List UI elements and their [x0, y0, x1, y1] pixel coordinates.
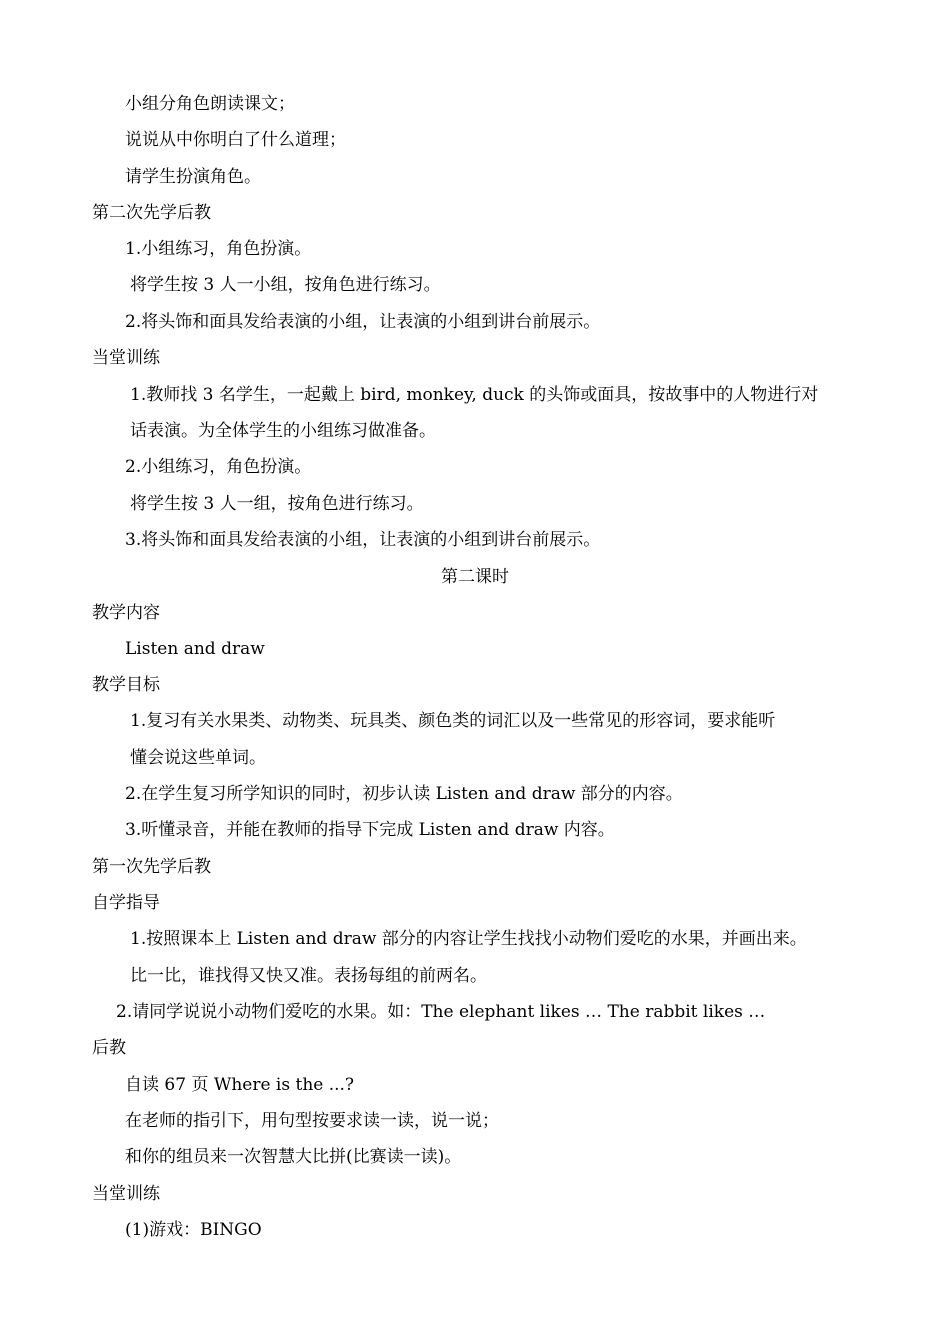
- text-line: 2.将头饰和面具发给表演的小组，让表演的小组到讲台前展示。: [125, 312, 601, 332]
- text-line: 3.将头饰和面具发给表演的小组，让表演的小组到讲台前展示。: [125, 530, 601, 550]
- text-line: 请学生扮演角色。: [125, 167, 261, 187]
- text-line: 1.教师找 3 名学生，一起戴上 bird, monkey, duck 的头饰或面具，按故事中的人物进行对: [130, 385, 819, 405]
- text-line: 在老师的指引下，用句型按要求读一读，说一说；: [125, 1111, 499, 1131]
- text-line: Listen and draw: [125, 639, 265, 659]
- section-heading: 当堂训练: [92, 1184, 160, 1204]
- text-line: 自读 67 页 Where is the ...?: [125, 1075, 355, 1095]
- lesson-title: 第二课时: [441, 567, 509, 587]
- section-heading: 后教: [92, 1038, 126, 1058]
- text-line: 小组分角色朗读课文；: [125, 94, 295, 114]
- section-heading: 当堂训练: [92, 348, 160, 368]
- text-line: (1)游戏：BINGO: [125, 1220, 262, 1240]
- section-heading: 教学内容: [92, 603, 160, 623]
- text-line: 3.听懂录音，并能在教师的指导下完成 Listen and draw 内容。: [125, 820, 615, 840]
- text-line: 1.按照课本上 Listen and draw 部分的内容让学生找找小动物们爱吃的水果，并画出来。: [130, 929, 807, 949]
- text-line: 说说从中你明白了什么道理；: [125, 130, 346, 150]
- text-line: 话表演。为全体学生的小组练习做准备。: [130, 421, 436, 441]
- section-heading: 教学目标: [92, 675, 160, 695]
- text-line: 懂会说这些单词。: [130, 748, 266, 768]
- text-line: 将学生按 3 人一组，按角色进行练习。: [130, 494, 424, 514]
- section-heading: 第二次先学后教: [92, 203, 211, 223]
- text-line: 将学生按 3 人一小组，按角色进行练习。: [130, 275, 441, 295]
- text-line: 2.小组练习，角色扮演。: [125, 457, 312, 477]
- text-line: 比一比，谁找得又快又准。表扬每组的前两名。: [130, 966, 487, 986]
- section-heading: 第一次先学后教: [92, 857, 211, 877]
- text-line: 2.在学生复习所学知识的同时，初步认读 Listen and draw 部分的内容。: [125, 784, 683, 804]
- text-line: 1.小组练习，角色扮演。: [125, 239, 312, 259]
- text-line: 2.请同学说说小动物们爱吃的水果。如：The elephant likes … The rabbit likes …: [116, 1002, 766, 1022]
- section-heading: 自学指导: [92, 893, 160, 913]
- text-line: 和你的组员来一次智慧大比拼(比赛读一读)。: [125, 1147, 462, 1167]
- text-line: 1.复习有关水果类、动物类、玩具类、颜色类的词汇以及一些常见的形容词，要求能听: [130, 711, 776, 731]
